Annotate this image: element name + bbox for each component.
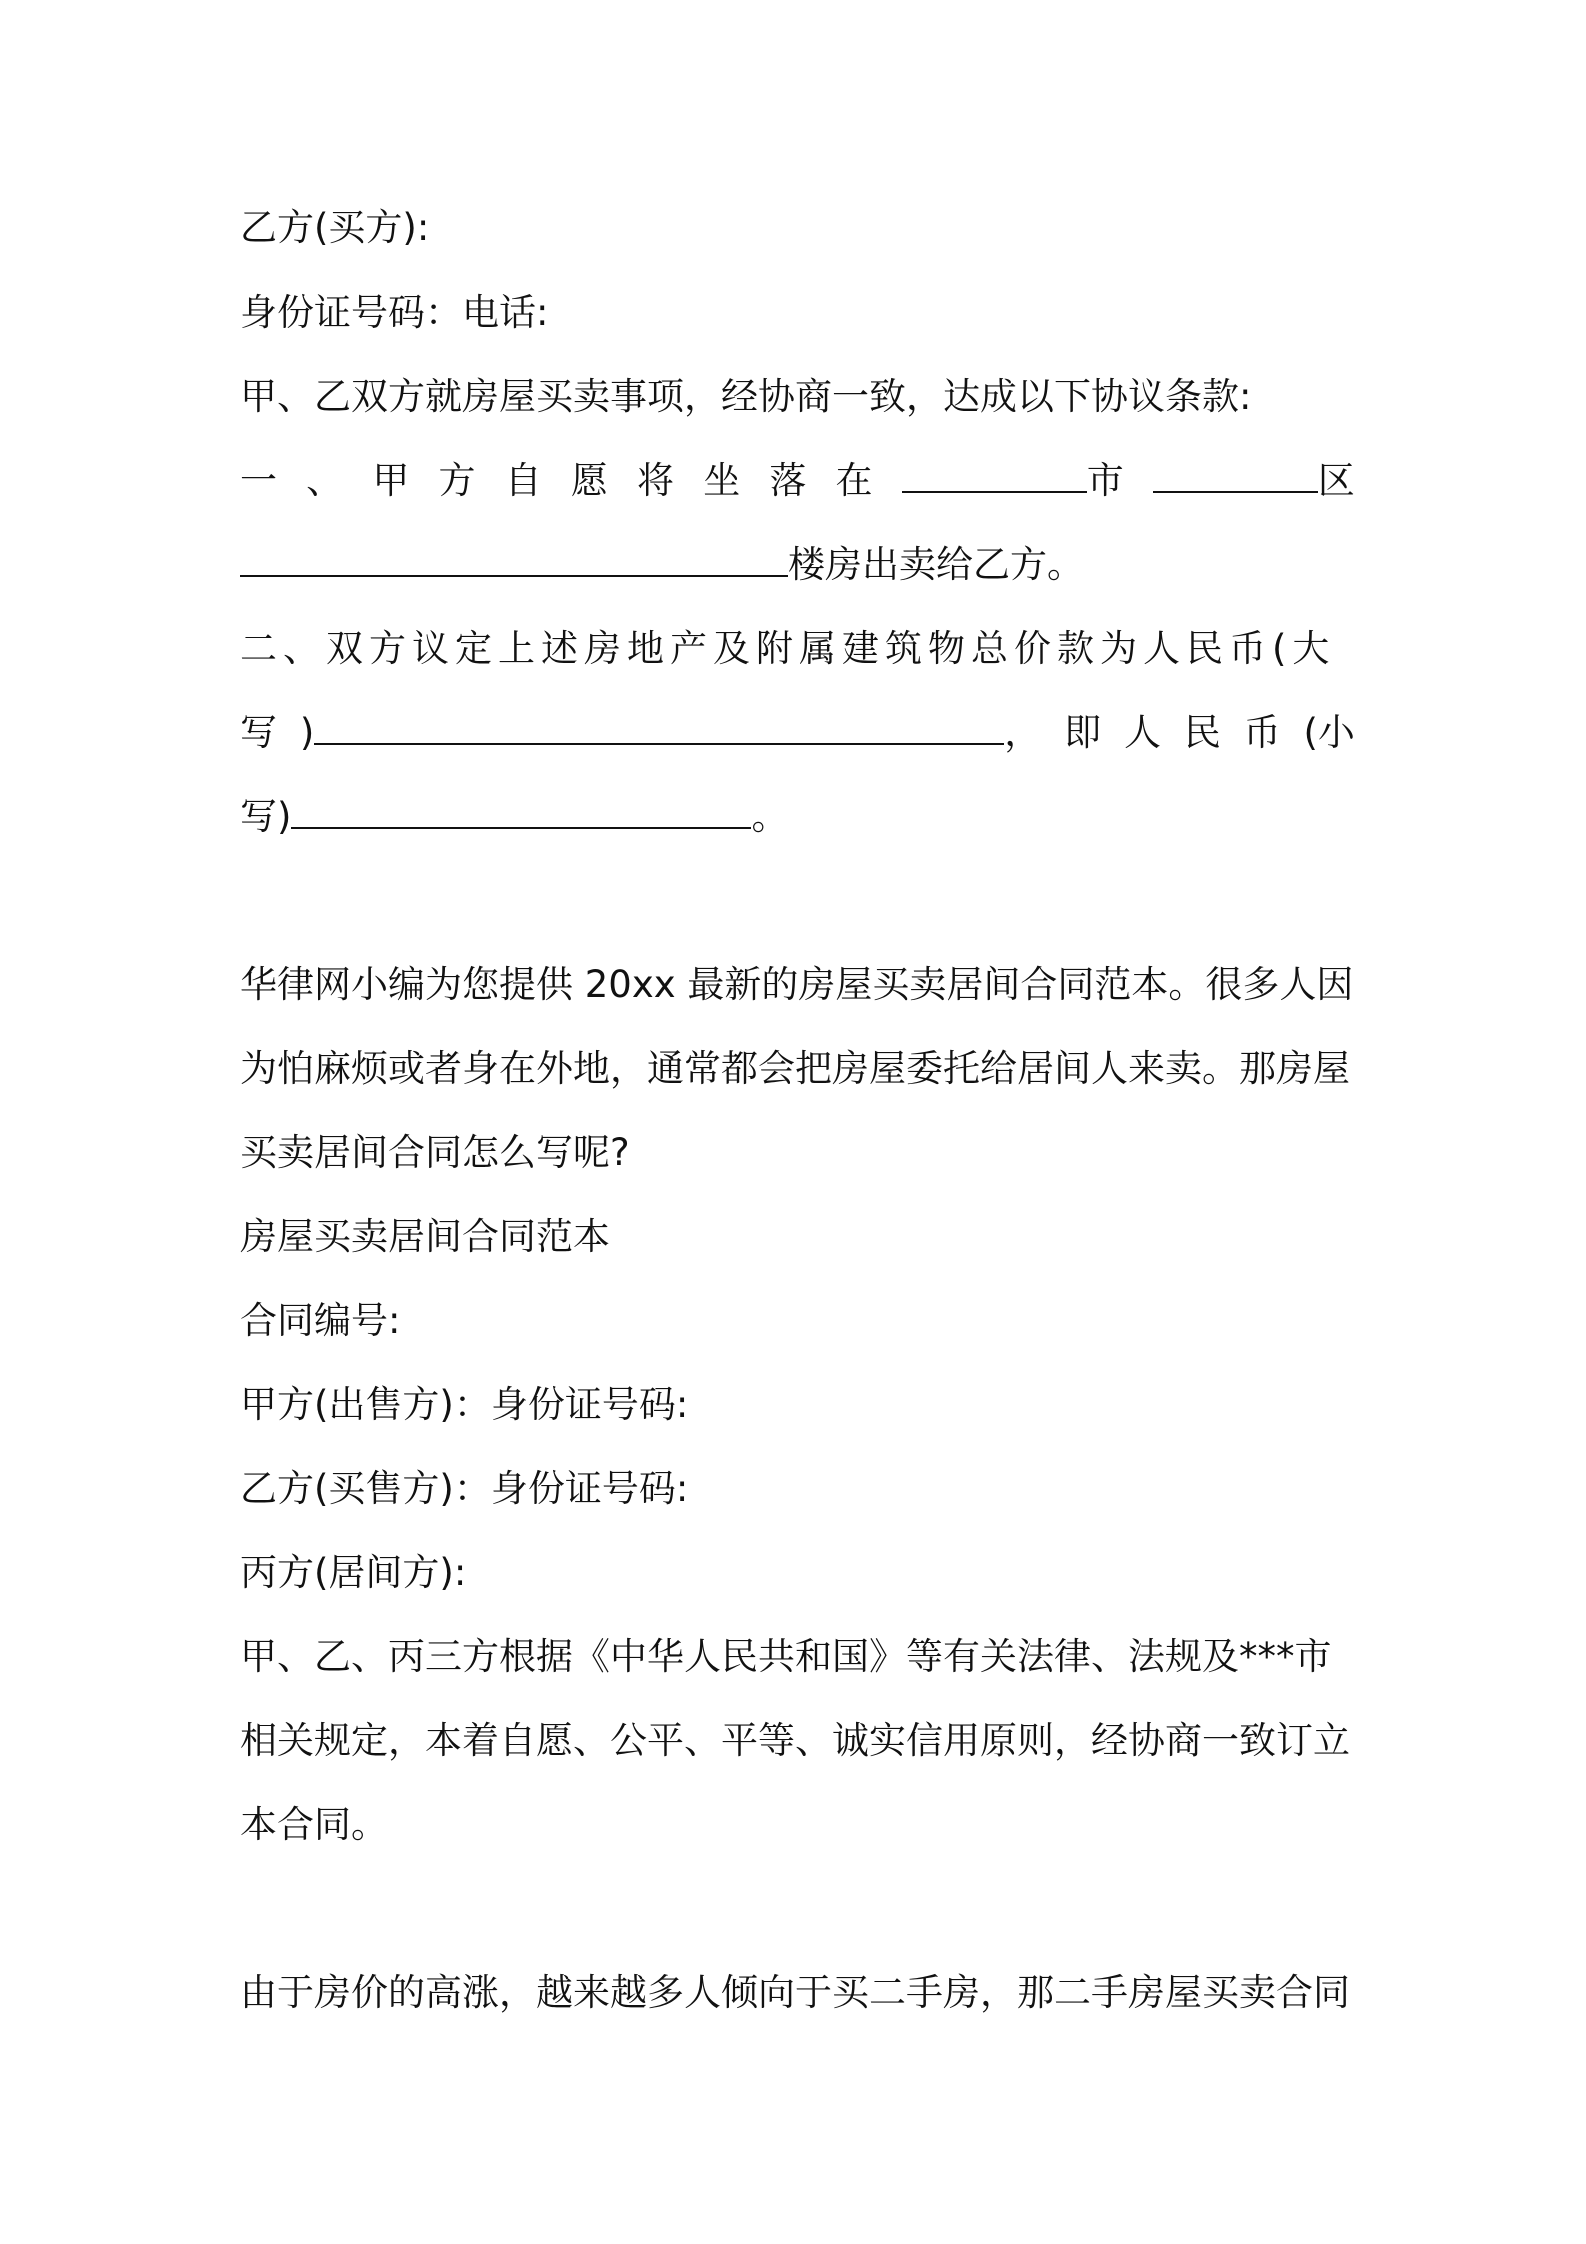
clause1-tail: 楼房出卖给乙方。 [788,543,1084,586]
agreement-intro: 甲、乙双方就房屋买卖事项，经协商一致，达成以下协议条款: [240,375,1252,418]
party-b-label: 乙方(买售方)：身份证号码: [240,1467,689,1510]
clause2-tail-char: (小 [1303,711,1355,754]
preamble-line: 相关规定，本着自愿、公平、平等、诚实信用原则，经协商一致订立 [240,1719,1350,1762]
clause2-comma: ， [1004,711,1042,754]
clause1-char: 落 [769,459,807,502]
clause1-char: 在 [835,459,873,502]
clause2-tail-char: 币 [1243,711,1281,754]
intro-line: 华律网小编为您提供 20xx 最新的房屋买卖居间合同范本。很多人因 [240,963,1354,1006]
preamble-line: 本合同。 [240,1803,388,1846]
clause1-char: 甲 [372,459,410,502]
party-a-label: 甲方(出售方)：身份证号码: [240,1383,689,1426]
buyer-label: 乙方(买方): [240,206,430,249]
district-label: 区 [1317,459,1355,502]
clause1-char: 一 [240,459,277,502]
clause1-line1 [240,456,1355,506]
clause2-open-paren: ) [299,711,315,754]
secondhand-intro-line: 由于房价的高涨，越来越多人倾向于买二手房，那二手房屋买卖合同 [240,1971,1350,2014]
clause2-tail-char: 人 [1123,711,1161,754]
clause2-tail-char: 即 [1064,711,1102,754]
clause1-char: 愿 [570,459,608,502]
city-blank[interactable] [902,457,1087,493]
clause2-line3-head: 写) [240,795,292,838]
party-c-label: 丙方(居间方): [240,1551,467,1594]
clause1-line2 [240,540,1355,590]
clause1-char: 坐 [703,459,741,502]
clause2-tail-char: 民 [1183,711,1221,754]
price-numeric-blank[interactable] [291,793,751,829]
price-capital-blank[interactable] [314,709,1004,745]
address-blank[interactable] [240,541,788,577]
district-blank[interactable] [1153,457,1318,493]
clause2-line1: 二、双方议定上述房地产及附属建筑物总价款为人民币(大 [240,627,1336,670]
clause1-char: 将 [637,459,675,502]
preamble-line: 甲、乙、丙三方根据《中华人民共和国》等有关法律、法规及***市 [240,1635,1332,1678]
intro-line: 买卖居间合同怎么写呢? [240,1131,630,1174]
clause2-line2 [240,708,1355,758]
clause2-line3-tail: 。 [751,795,789,838]
contract-no-label: 合同编号: [240,1299,401,1342]
city-label: 市 [1086,459,1124,502]
clause1-char: 自 [504,459,542,502]
intro-line: 为怕麻烦或者身在外地，通常都会把房屋委托给居间人来卖。那房屋 [240,1047,1350,1090]
clause1-char: 方 [438,459,476,502]
clause2-head: 写 [240,711,277,754]
id-phone-label: 身份证号码：电话: [240,291,549,334]
clause1-char: 、 [306,459,344,502]
clause2-line3 [240,792,1355,842]
contract-title: 房屋买卖居间合同范本 [240,1215,610,1258]
